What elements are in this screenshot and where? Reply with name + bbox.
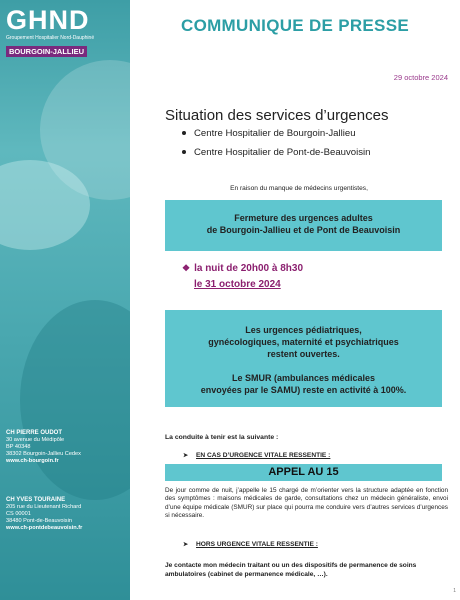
non-vital-heading-text: HORS URGENCE VITALE RESSENTIE :: [196, 541, 318, 548]
open-services-line: gynécologiques, maternité et psychiatriques: [208, 337, 399, 347]
hospital-bullet: [182, 147, 371, 158]
photo-gown-shape: [20, 300, 130, 500]
hospital-name: Centre Hospitalier de Pont-de-Beauvoisin: [194, 147, 371, 158]
non-vital-heading: [183, 541, 318, 548]
closure-line: de Bourgoin-Jallieu et de Pont de Beauvoisin: [206, 225, 401, 235]
arrow-right-icon: ➤: [183, 542, 189, 548]
closure-date: le 31 octobre 2024: [194, 279, 281, 290]
logo-name: GHND: [6, 5, 90, 35]
bullet-icon: [182, 150, 186, 154]
contact-website-link[interactable]: www.ch-bourgoin.fr: [6, 458, 59, 464]
logo-city: BOURGOIN-JALLIEU: [6, 46, 87, 57]
night-hours: la nuit de 20h00 à 8h30: [194, 263, 304, 274]
logo-subtitle: Groupement Hospitalier Nord-Dauphiné: [6, 35, 95, 41]
situation-title: Situation des services d’urgences: [165, 107, 389, 124]
contact-block-2: [6, 497, 126, 532]
closure-box: [165, 200, 442, 251]
contact-line: 38302 Bourgoin-Jallieu Cedex: [6, 451, 81, 457]
conduct-heading: La conduite à tenir est la suivante :: [165, 434, 279, 441]
hospital-logo: [6, 6, 124, 59]
open-services-box: [165, 310, 442, 407]
arrow-right-icon: ➤: [183, 453, 189, 459]
contact-line: CS 00001: [6, 511, 31, 517]
vital-emergency-heading: [183, 452, 330, 459]
contact-name: CH PIERRE OUDOT: [6, 430, 63, 436]
bullet-icon: [182, 131, 186, 135]
vital-heading-text: EN CAS D’URGENCE VITALE RESSENTIE :: [196, 452, 331, 459]
vital-instructions: De jour comme de nuit, j’appelle le 15 chargé de m’orienter vers la structure adaptée en fonction des symptômes : maisons médicales de garde, consultations chez un médecin généraliste, envoi d’une équipe médicale (SMUR) sur place qui pourra me conduire vers d’autres services d’urgences si nécessaire.: [165, 487, 448, 520]
open-services-line: Les urgences pédiatriques,: [245, 325, 362, 335]
diamond-bullet-icon: ❖: [182, 263, 191, 273]
contact-website-link[interactable]: www.ch-pontdebeauvoisin.fr: [6, 525, 83, 531]
side-photo-panel: [0, 0, 130, 600]
smur-line: Le SMUR (ambulances médicales: [231, 373, 376, 383]
contact-name: CH YVES TOURAINE: [6, 497, 66, 503]
hospital-bullet: [182, 128, 356, 139]
call-15-banner: APPEL AU 15: [165, 464, 442, 481]
contact-line: BP 40348: [6, 444, 31, 450]
hospital-name: Centre Hospitalier de Bourgoin-Jallieu: [194, 128, 356, 139]
contact-line: 205 rue du Lieutenant Richard: [6, 504, 82, 510]
closure-line: Fermeture des urgences adultes: [234, 213, 373, 223]
closure-period: [182, 263, 303, 274]
reason-text: En raison du manque de médecins urgentistes,: [230, 185, 368, 192]
contact-block-1: [6, 430, 126, 465]
smur-line: envoyées par le SAMU) reste en activité à 100%.: [200, 385, 407, 395]
contact-line: 38480 Pont-de-Beauvoisin: [6, 518, 72, 524]
press-release-title: COMMUNIQUE DE PRESSE: [181, 16, 409, 35]
release-date: 29 octobre 2024: [393, 73, 448, 82]
open-services-line: restent ouvertes.: [267, 349, 340, 359]
page-number: 1: [453, 588, 456, 594]
contact-line: 30 avenue du Médipôle: [6, 437, 65, 443]
non-vital-instructions: Je contacte mon médecin traitant ou un des dispositifs de permanence de soins ambulatoires (cabinet de permanence médicale, …).: [165, 562, 417, 578]
